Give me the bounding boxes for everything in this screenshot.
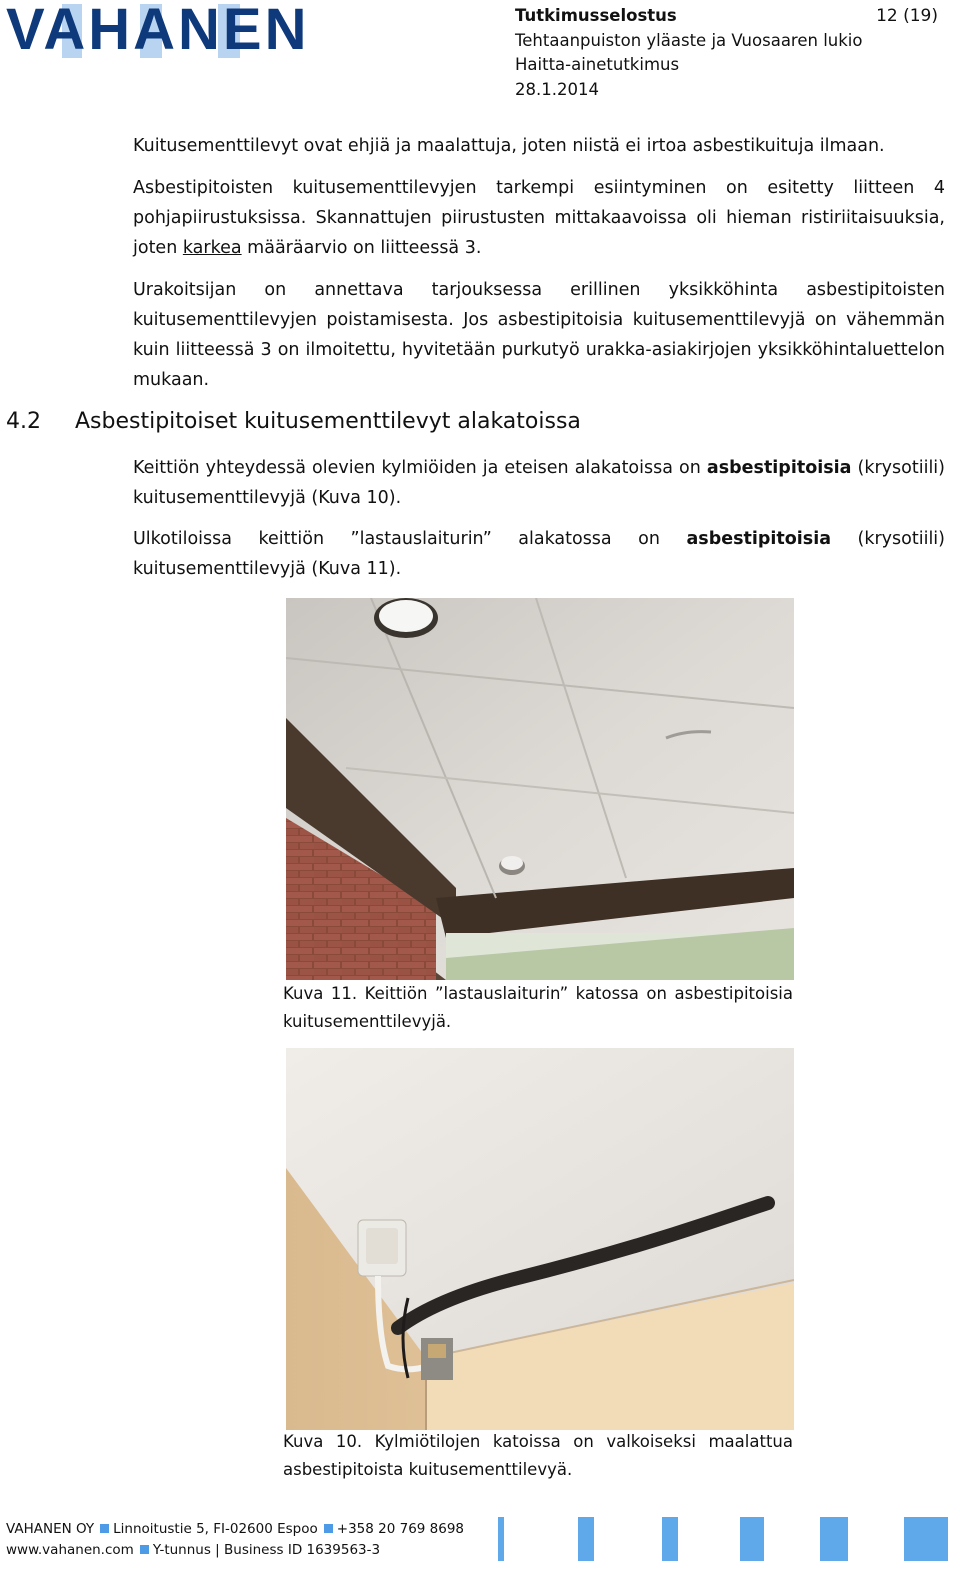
paragraph-loading-dock: Ulkotiloissa keittiön ”lastauslaiturin” alakatossa on asbestipitoisia (krysotiili) kuitusementtilevyjä (Kuva 11). (133, 529, 945, 579)
footer-decor-bar (820, 1517, 848, 1561)
page-footer (6, 1519, 464, 1561)
section-number: 4.2 (6, 409, 41, 434)
paragraph-drawings: Asbestipitoisten kuitusementtilevyjen tarkempi esiintyminen on esitetty liitteen 4 pohjapiirustuksissa. Skannattujen piirustusten mittakaavoissa oli hieman ristiriitaisuuksia, joten karkea määräarvio on liitteessä 3. (133, 178, 945, 258)
figure-10-caption: Kuva 10. Kylmiötilojen katoissa on valkoiseksi maalattua asbestipitoista kuitusementtilevyä. (283, 1432, 793, 1479)
footer-decor-bar (662, 1517, 678, 1561)
logo-text: VAHANEN (6, 0, 310, 62)
footer-website[interactable]: www.vahanen.com (6, 1542, 134, 1558)
footer-business-id: Y-tunnus | Business ID 1639563-3 (152, 1542, 381, 1558)
footer-company: VAHANEN OY (6, 1521, 95, 1537)
paragraph-cold-rooms: Keittiön yhteydessä olevien kylmiöiden ja eteisen alakatoissa on asbestipitoisia (krysotiili) kuitusementtilevyjä (Kuva 10). (133, 458, 945, 508)
document-header (515, 4, 862, 102)
photo-cold-room-ceiling (286, 1048, 794, 1430)
footer-decor-bar (498, 1517, 504, 1561)
report-subject: Haitta-ainetutkimus (515, 55, 680, 74)
paragraph-contractor: Urakoitsijan on annettava tarjouksessa erillinen yksikköhinta asbestipitoisten kuitusementtilevyjen poistamisesta. Jos asbestipitoisia kuitusementtilevyjä on vähemmän kuin liitteessä 3 on ilmoitettu, hyvitetään purkutyö urakka-asiakirjojen yksikköhintaluettelon mukaan. (133, 280, 945, 390)
footer-decor-bar (904, 1517, 948, 1561)
report-date: 28.1.2014 (515, 79, 599, 99)
footer-decor-bar (578, 1517, 594, 1561)
footer-address: Linnoitustie 5, FI-02600 Espoo (113, 1521, 318, 1537)
emphasis-karkea: karkea (182, 238, 242, 258)
company-logo (6, 0, 310, 62)
page-number: 12 (19) (876, 6, 938, 26)
paragraph-painted-boards: Kuitusementtilevyt ovat ehjiä ja maalattuja, joten niistä ei irtoa asbestikuituja ilmaan. (133, 136, 885, 156)
photo-loading-dock-ceiling (286, 598, 794, 980)
report-type: Tutkimusselostus (515, 6, 677, 25)
section-title: Asbestipitoiset kuitusementtilevyt alakatoissa (75, 409, 581, 434)
footer-phone: +358 20 769 8698 (336, 1521, 465, 1537)
figure-11-caption: Kuva 11. Keittiön ”lastauslaiturin” katossa on asbestipitoisia kuitusementtilevyjä. (283, 984, 793, 1031)
footer-decor-bar (740, 1517, 764, 1561)
project-name: Tehtaanpuiston yläaste ja Vuosaaren lukio (515, 30, 863, 50)
